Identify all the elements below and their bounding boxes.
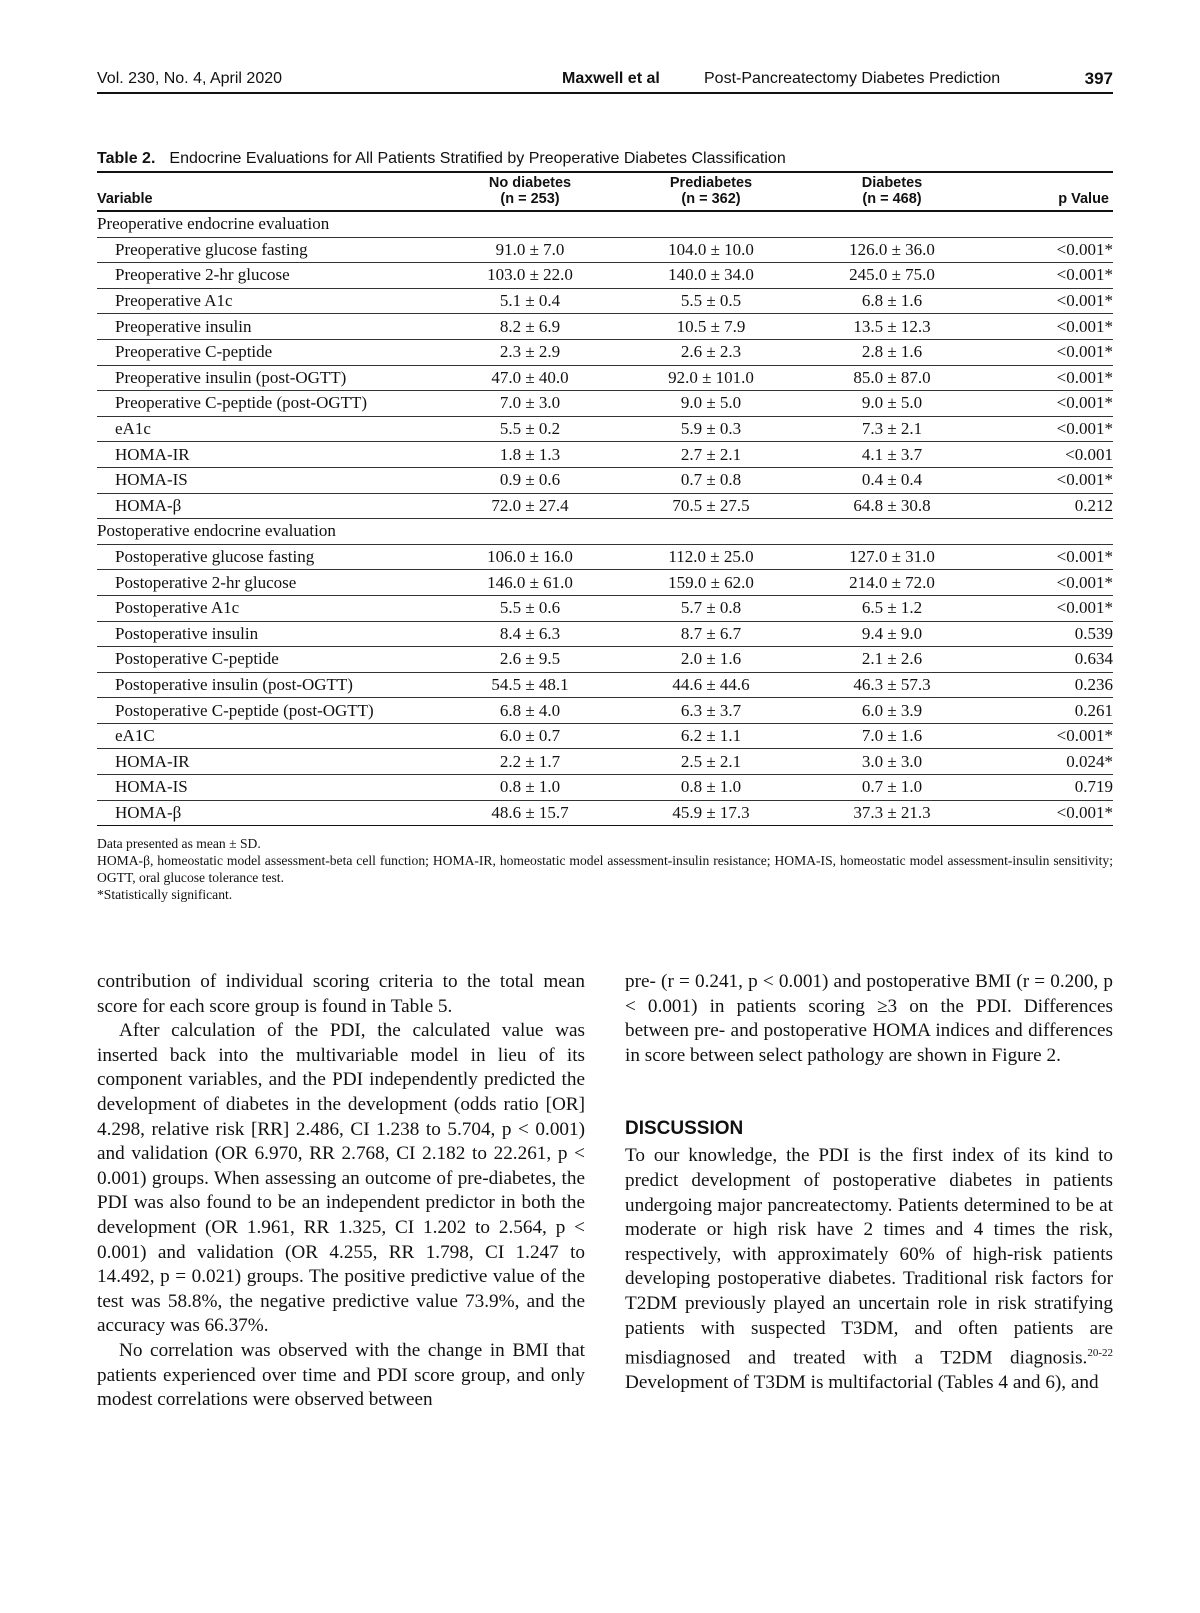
paragraph: To our knowledge, the PDI is the first index of its kind to predict development of postoperative diabetes in patients undergoing major pancreatectomy. Patients determined to be at moderate or high risk have 2 times and 4 times the risk, respectively, with approximately 60% of high-risk patients developing postoperative diabetes. Traditional risk factors for T2DM previously played an uncertain role in risk stratifying patients with suspected T3DM, and often patients are misdiagnosed and treated with a T2DM diagnosis.$^{20-22}$ Development of T3DM is multifactorial (Tables 4 and 6), and: [625, 1145, 1113, 1394]
paragraph: pre- (r = 0.241, p < 0.001) and postoperative BMI (r = 0.200, p < 0.001) in patients scoring ≥3 on the PDI. Differences between pre- and postoperative HOMA indices and differences in score between select pathology are shown in Figure 2.: [625, 971, 1113, 1066]
running-authors: Maxwell et al: [562, 70, 660, 87]
cell-prediabetes: 70.5 ± 27.5: [625, 493, 797, 519]
cell-p-value: 0.212: [987, 493, 1113, 519]
cell-diabetes: 46.3 ± 57.3: [797, 672, 987, 698]
row-label: Postoperative insulin (post-OGTT): [97, 672, 435, 698]
section-title: Postoperative endocrine evaluation: [97, 519, 1113, 545]
page-header: [97, 68, 1113, 94]
table-row: [97, 647, 1113, 673]
row-label: HOMA-β: [97, 800, 435, 826]
cell-p-value: <0.001*: [987, 544, 1113, 570]
cell-prediabetes: 5.7 ± 0.8: [625, 595, 797, 621]
table-row: [97, 391, 1113, 417]
cell-no-diabetes: 48.6 ± 15.7: [435, 800, 625, 826]
row-label: HOMA-IR: [97, 749, 435, 775]
cell-no-diabetes: 54.5 ± 48.1: [435, 672, 625, 698]
cell-no-diabetes: 7.0 ± 3.0: [435, 391, 625, 417]
cell-diabetes: 37.3 ± 21.3: [797, 800, 987, 826]
data-table-container: [97, 171, 1113, 826]
table-title: Endocrine Evaluations for All Patients Stratified by Preoperative Diabetes Classification: [169, 150, 786, 167]
table-row: [97, 723, 1113, 749]
cell-no-diabetes: 1.8 ± 1.3: [435, 442, 625, 468]
cell-p-value: 0.634: [987, 647, 1113, 673]
cell-prediabetes: 45.9 ± 17.3: [625, 800, 797, 826]
cell-p-value: <0.001*: [987, 237, 1113, 263]
table-row: [97, 621, 1113, 647]
cell-no-diabetes: 2.2 ± 1.7: [435, 749, 625, 775]
cell-no-diabetes: 6.8 ± 4.0: [435, 698, 625, 724]
table-footnotes: [97, 835, 1113, 903]
table-caption: [97, 150, 1113, 168]
cell-diabetes: 7.0 ± 1.6: [797, 723, 987, 749]
cell-diabetes: 127.0 ± 31.0: [797, 544, 987, 570]
cell-no-diabetes: 91.0 ± 7.0: [435, 237, 625, 263]
cell-p-value: 0.024*: [987, 749, 1113, 775]
cell-prediabetes: 0.7 ± 0.8: [625, 467, 797, 493]
row-label: Postoperative glucose fasting: [97, 544, 435, 570]
cell-no-diabetes: 8.4 ± 6.3: [435, 621, 625, 647]
cell-prediabetes: 5.5 ± 0.5: [625, 288, 797, 314]
cell-diabetes: 214.0 ± 72.0: [797, 570, 987, 596]
row-label: Preoperative insulin: [97, 314, 435, 340]
cell-p-value: <0.001*: [987, 595, 1113, 621]
cell-diabetes: 9.0 ± 5.0: [797, 391, 987, 417]
row-label: Postoperative insulin: [97, 621, 435, 647]
cell-no-diabetes: 72.0 ± 27.4: [435, 493, 625, 519]
cell-p-value: <0.001*: [987, 314, 1113, 340]
cell-no-diabetes: 0.9 ± 0.6: [435, 467, 625, 493]
cell-prediabetes: 9.0 ± 5.0: [625, 391, 797, 417]
row-label: Preoperative glucose fasting: [97, 237, 435, 263]
table-section-row: [97, 519, 1113, 545]
cell-no-diabetes: 2.3 ± 2.9: [435, 339, 625, 365]
table-row: [97, 237, 1113, 263]
cell-no-diabetes: 5.5 ± 0.6: [435, 595, 625, 621]
row-label: eA1C: [97, 723, 435, 749]
footnote-3: *Statistically significant.: [97, 887, 233, 902]
table-row: [97, 800, 1113, 826]
row-label: Preoperative 2-hr glucose: [97, 263, 435, 289]
cell-p-value: <0.001*: [987, 570, 1113, 596]
section-title: Preoperative endocrine evaluation: [97, 211, 1113, 237]
table-row: [97, 698, 1113, 724]
cell-p-value: <0.001*: [987, 467, 1113, 493]
row-label: eA1c: [97, 416, 435, 442]
cell-no-diabetes: 103.0 ± 22.0: [435, 263, 625, 289]
cell-diabetes: 126.0 ± 36.0: [797, 237, 987, 263]
table-row: [97, 263, 1113, 289]
cell-p-value: 0.236: [987, 672, 1113, 698]
footnote-2: HOMA-β, homeostatic model assessment-beta cell function; HOMA-IR, homeostatic model assessment-insulin resistance; HOMA-IS, homeostatic model assessment-insulin sensitivity; OGTT, oral glucose tolerance test.: [97, 853, 1113, 885]
cell-p-value: <0.001*: [987, 391, 1113, 417]
cell-p-value: <0.001*: [987, 339, 1113, 365]
cell-prediabetes: 2.7 ± 2.1: [625, 442, 797, 468]
cell-diabetes: 13.5 ± 12.3: [797, 314, 987, 340]
cell-diabetes: 85.0 ± 87.0: [797, 365, 987, 391]
cell-prediabetes: 2.5 ± 2.1: [625, 749, 797, 775]
column-header-variable: Variable: [97, 173, 435, 211]
cell-no-diabetes: 5.1 ± 0.4: [435, 288, 625, 314]
row-label: HOMA-IR: [97, 442, 435, 468]
table-row: [97, 775, 1113, 801]
paragraph: No correlation was observed with the change in BMI that patients experienced over time and PDI score group, and only modest correlations were observed between: [97, 1339, 585, 1411]
cell-p-value: <0.001*: [987, 263, 1113, 289]
cell-p-value: <0.001*: [987, 416, 1113, 442]
cell-p-value: <0.001*: [987, 800, 1113, 826]
table-row: [97, 493, 1113, 519]
cell-p-value: 0.539: [987, 621, 1113, 647]
body-column-right: [625, 970, 1113, 1396]
cell-no-diabetes: 0.8 ± 1.0: [435, 775, 625, 801]
table-row: [97, 288, 1113, 314]
page-number: 397: [1084, 69, 1113, 88]
cell-diabetes: 6.8 ± 1.6: [797, 288, 987, 314]
row-label: HOMA-IS: [97, 467, 435, 493]
cell-no-diabetes: 8.2 ± 6.9: [435, 314, 625, 340]
table-row: [97, 314, 1113, 340]
cell-diabetes: 3.0 ± 3.0: [797, 749, 987, 775]
table-row: [97, 749, 1113, 775]
table-section-row: [97, 211, 1113, 237]
table-row: [97, 570, 1113, 596]
cell-no-diabetes: 106.0 ± 16.0: [435, 544, 625, 570]
data-table: [97, 173, 1113, 826]
table-label: Table 2.: [97, 150, 156, 167]
cell-diabetes: 4.1 ± 3.7: [797, 442, 987, 468]
row-label: HOMA-IS: [97, 775, 435, 801]
cell-prediabetes: 10.5 ± 7.9: [625, 314, 797, 340]
cell-diabetes: 0.7 ± 1.0: [797, 775, 987, 801]
cell-prediabetes: 8.7 ± 6.7: [625, 621, 797, 647]
row-label: Postoperative 2-hr glucose: [97, 570, 435, 596]
row-label: Preoperative A1c: [97, 288, 435, 314]
row-label: Postoperative C-peptide (post-OGTT): [97, 698, 435, 724]
table-row: [97, 595, 1113, 621]
cell-diabetes: 0.4 ± 0.4: [797, 467, 987, 493]
cell-no-diabetes: 2.6 ± 9.5: [435, 647, 625, 673]
cell-diabetes: 6.0 ± 3.9: [797, 698, 987, 724]
table-row: [97, 339, 1113, 365]
cell-diabetes: 9.4 ± 9.0: [797, 621, 987, 647]
cell-diabetes: 64.8 ± 30.8: [797, 493, 987, 519]
cell-no-diabetes: 146.0 ± 61.0: [435, 570, 625, 596]
cell-diabetes: 7.3 ± 2.1: [797, 416, 987, 442]
cell-prediabetes: 6.2 ± 1.1: [625, 723, 797, 749]
cell-diabetes: 2.8 ± 1.6: [797, 339, 987, 365]
cell-prediabetes: 92.0 ± 101.0: [625, 365, 797, 391]
cell-diabetes: 6.5 ± 1.2: [797, 595, 987, 621]
body-column-left: [97, 970, 585, 1413]
table-row: [97, 544, 1113, 570]
journal-volume: Vol. 230, No. 4, April 2020: [97, 70, 283, 87]
citation[interactable]: 20-22: [1087, 1347, 1113, 1360]
cell-prediabetes: 112.0 ± 25.0: [625, 544, 797, 570]
cell-prediabetes: 104.0 ± 10.0: [625, 237, 797, 263]
cell-p-value: 0.719: [987, 775, 1113, 801]
column-header-prediabetes: Prediabetes (n = 362): [625, 173, 797, 211]
cell-prediabetes: 2.6 ± 2.3: [625, 339, 797, 365]
table-row: [97, 416, 1113, 442]
row-label: Postoperative A1c: [97, 595, 435, 621]
cell-no-diabetes: 5.5 ± 0.2: [435, 416, 625, 442]
row-label: HOMA-β: [97, 493, 435, 519]
cell-p-value: <0.001*: [987, 365, 1113, 391]
cell-p-value: <0.001*: [987, 723, 1113, 749]
table-row: [97, 442, 1113, 468]
cell-prediabetes: 6.3 ± 3.7: [625, 698, 797, 724]
cell-prediabetes: 5.9 ± 0.3: [625, 416, 797, 442]
cell-diabetes: 245.0 ± 75.0: [797, 263, 987, 289]
cell-prediabetes: 159.0 ± 62.0: [625, 570, 797, 596]
row-label: Preoperative C-peptide: [97, 339, 435, 365]
table-row: [97, 365, 1113, 391]
table-row: [97, 467, 1113, 493]
table-body: [97, 211, 1113, 826]
running-title: Post-Pancreatectomy Diabetes Prediction: [704, 70, 1001, 87]
row-label: Preoperative C-peptide (post-OGTT): [97, 391, 435, 417]
cell-prediabetes: 0.8 ± 1.0: [625, 775, 797, 801]
cell-prediabetes: 140.0 ± 34.0: [625, 263, 797, 289]
cell-diabetes: 2.1 ± 2.6: [797, 647, 987, 673]
footnote-1: Data presented as mean ± SD.: [97, 836, 261, 851]
cell-prediabetes: 2.0 ± 1.6: [625, 647, 797, 673]
paragraph: contribution of individual scoring criteria to the total mean score for each score group is found in Table 5.: [97, 971, 585, 1017]
column-header-no-diabetes: No diabetes (n = 253): [435, 173, 625, 211]
table-row: [97, 672, 1113, 698]
cell-p-value: <0.001*: [987, 288, 1113, 314]
cell-p-value: 0.261: [987, 698, 1113, 724]
row-label: Postoperative C-peptide: [97, 647, 435, 673]
table-header-row: [97, 173, 1113, 211]
section-heading-discussion: DISCUSSION: [625, 1118, 744, 1140]
cell-no-diabetes: 47.0 ± 40.0: [435, 365, 625, 391]
cell-no-diabetes: 6.0 ± 0.7: [435, 723, 625, 749]
column-header-p-value: p Value: [987, 173, 1113, 211]
cell-p-value: <0.001: [987, 442, 1113, 468]
column-header-diabetes: Diabetes (n = 468): [797, 173, 987, 211]
paragraph: After calculation of the PDI, the calculated value was inserted back into the multivariable model in lieu of its component variables, and the PDI independently predicted the development of diabetes in the development (odds ratio [OR] 4.298, relative risk [RR] 2.486, CI 1.238 to 5.704, p < 0.001) and validation (OR 6.970, RR 2.768, CI 2.182 to 22.261, p < 0.001) groups. When assessing an outcome of pre-diabetes, the PDI was also found to be an independent predictor in both the development (OR 1.961, RR 1.325, CI 1.202 to 2.564, p < 0.001) and validation (OR 4.255, RR 1.798, CI 1.247 to 14.492, p = 0.021) groups. The positive predictive value of the test was 58.8%, the negative predictive value 73.9%, and the accuracy was 66.37%.: [97, 1020, 585, 1337]
cell-prediabetes: 44.6 ± 44.6: [625, 672, 797, 698]
row-label: Preoperative insulin (post-OGTT): [97, 365, 435, 391]
